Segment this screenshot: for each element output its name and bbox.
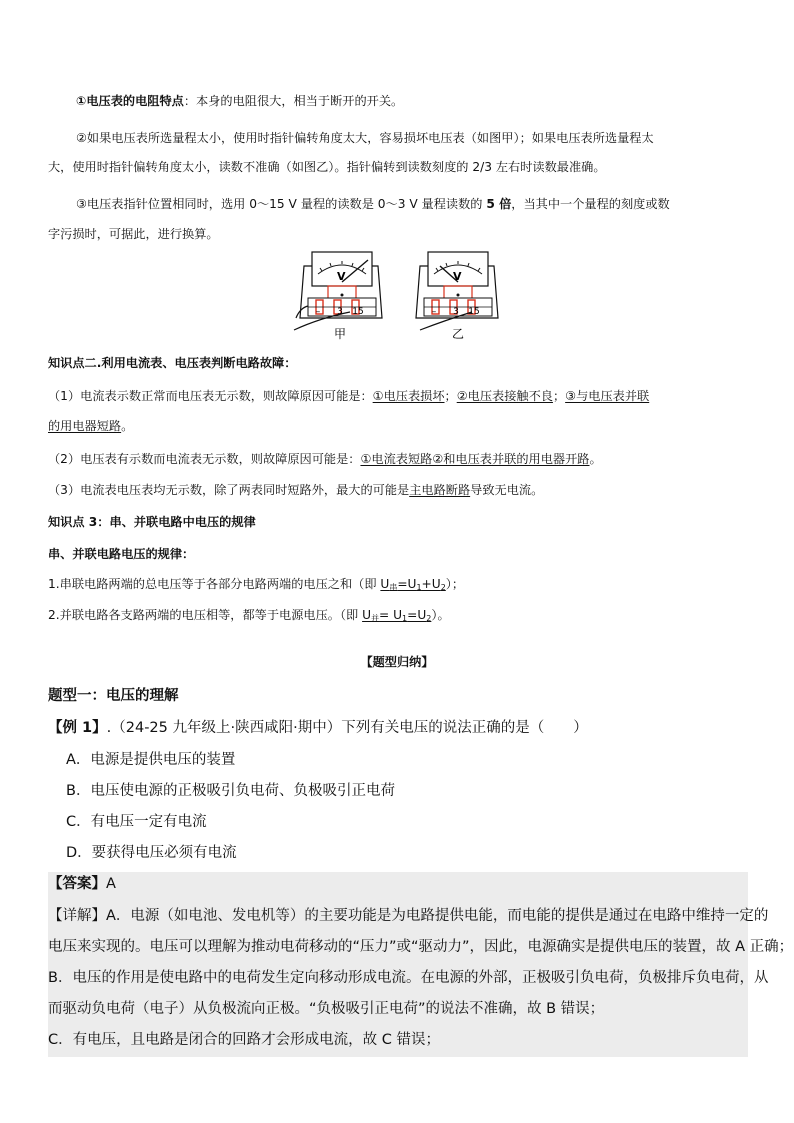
- detail-line-2: 电压来实现的。电压可以理解为推动电荷移动的“压力”或“驱动力”，因此，电源确实是提供电压的装置，故 A 正确；: [48, 939, 794, 955]
- terminal-15-yi: 15: [468, 307, 480, 317]
- terminal-15-jia: 15: [352, 307, 364, 317]
- kp3-rule-2-formula: $U_并= U_1=U_2$: [362, 608, 432, 623]
- figure-label-yi: 乙: [451, 327, 465, 341]
- kp3-rule-2-end: ）。: [431, 608, 450, 622]
- note-3-text-a: ③电压表指针位置相同时，选用 0～15 V 量程的读数是 0～3 V 量程读数的: [76, 197, 487, 211]
- kp2-item-1-cause-3b: 的用电器短路: [48, 419, 122, 433]
- option-b: B．电压使电源的正极吸引负电荷、负极吸引正电荷: [66, 783, 395, 799]
- kp2-item-3-text-a: （3）电流表电压表均无示数，除了两表同时短路外，最大的可能是: [48, 483, 410, 497]
- kp2-item-1-line-2: [48, 418, 133, 434]
- kp3-rule-1-end: ）；: [445, 577, 465, 591]
- kp2-item-1-cause-2: ②电压表接触不良: [456, 389, 553, 403]
- kp2-item-1-cause-1: ①电压表损坏: [372, 389, 445, 403]
- detail-line-5: C．有电压，且电路是闭合的回路才会形成电流，故 C 错误；: [48, 1032, 440, 1048]
- note-1-text: ：本身的电阻很大，相当于断开的开关。: [183, 94, 404, 108]
- terminal-3-yi: 3: [453, 307, 459, 317]
- answer-label: 【答案】: [48, 876, 106, 892]
- kp3-title: 知识点 3：串、并联电路中电压的规律: [48, 515, 256, 529]
- kp2-item-2-text: （2）电压表有示数而电流表无示数，则故障原因可能是：: [48, 452, 361, 466]
- voltmeter-jia: [294, 252, 382, 341]
- kp2-item-3: [48, 482, 543, 498]
- kp2-item-1-sep-1: ；: [444, 389, 457, 403]
- detail-line-3: B．电压的作用是使电路中的电荷发生定向移动形成电流。在电源的外部，正极吸引负电荷，负极排斥负电荷，从: [48, 970, 769, 986]
- note-3-line-2: 字污损时，可据此，进行换算。: [48, 227, 219, 241]
- kp2-item-1-line-1: [48, 388, 649, 404]
- voltmeter-figure: [290, 246, 510, 344]
- kp2-item-1-text: （1）电流表示数正常而电压表无示数，则故障原因可能是：: [48, 389, 373, 403]
- kp3-rule-1: [48, 576, 464, 596]
- type-1-title: 题型一：电压的理解: [48, 688, 179, 704]
- kp2-item-3-cause: 主电路断路: [409, 483, 471, 497]
- example-1-stem: [48, 718, 588, 738]
- note-3-line-1: [76, 196, 670, 212]
- kp2-item-3-text-b: 导致无电流。: [470, 483, 544, 497]
- kp2-title: 知识点二.利用电流表、电压表判断电路故障：: [48, 356, 297, 370]
- detail-line-4: 而驱动负电荷（电子）从负极流向正极。“负极吸引正电荷”的说法不准确，故 B 错误；: [48, 1001, 605, 1017]
- voltmeter-yi: [416, 252, 498, 341]
- terminal-3-jia: 3: [337, 307, 343, 317]
- kp2-item-2: [48, 451, 602, 467]
- note-3-text-b: ，当其中一个量程的刻度或数: [511, 197, 670, 211]
- kp3-rule-2: [48, 607, 450, 627]
- terminal-minus-yi: –: [431, 307, 437, 317]
- option-a: A．电源是提供电压的装置: [66, 752, 236, 768]
- section-title: 【题型归纳】: [360, 655, 434, 669]
- kp3-rule-1-text: 1.串联电路两端的总电压等于各部分电路两端的电压之和（即: [48, 577, 381, 591]
- kp3-rule-2-text: 2.并联电路各支路两端的电压相等，都等于电源电压。（即: [48, 608, 363, 622]
- meter-symbol-jia: V: [337, 270, 346, 283]
- note-1-label: ①电压表的电阻特点: [76, 94, 184, 108]
- meter-symbol-yi: V: [453, 270, 462, 283]
- kp2-item-1-end: 。: [121, 419, 134, 433]
- option-c: C．有电压一定有电流: [66, 814, 207, 830]
- figure-label-jia: 甲: [333, 327, 347, 341]
- note-2-line-1: ②如果电压表所选量程太小，使用时指针偏转角度太大，容易损坏电压表（如图甲）；如果电压表所选量程太: [76, 131, 654, 145]
- kp3-subtitle: 串、并联电路电压的规律：: [48, 547, 195, 561]
- kp2-item-2-end: 。: [589, 452, 602, 466]
- kp2-item-1-cause-3a: ③与电压表并联: [565, 389, 650, 403]
- kp2-item-2-cause: ①电流表短路②和电压表并联的用电器开路: [360, 452, 590, 466]
- note-2-line-2: 大，使用时指针偏转角度太小，读数不准确（如图乙）。指针偏转到读数刻度的 2/3 左右时读数最准确。: [48, 160, 606, 174]
- example-1-question: .（24-25 九年级上·陕西咸阳·期中）下列有关电压的说法正确的是（ ）: [106, 720, 588, 736]
- note-3-bold: 5 倍: [486, 197, 512, 211]
- terminal-minus-jia: –: [315, 307, 321, 317]
- note-1: [76, 93, 403, 109]
- kp3-rule-1-formula: $U_串=U_1+U_2$: [380, 577, 446, 592]
- detail-line-1: 【详解】A．电源（如电池、发电机等）的主要功能是为电路提供电能，而电能的提供是通过在电路中维持一定的: [48, 908, 769, 924]
- option-d: D．要获得电压必须有电流: [66, 845, 237, 861]
- answer-value: A: [106, 876, 116, 892]
- example-1-label: 【例 1】: [48, 720, 107, 736]
- kp2-item-1-sep-2: ；: [552, 389, 566, 403]
- answer-line: [48, 874, 116, 894]
